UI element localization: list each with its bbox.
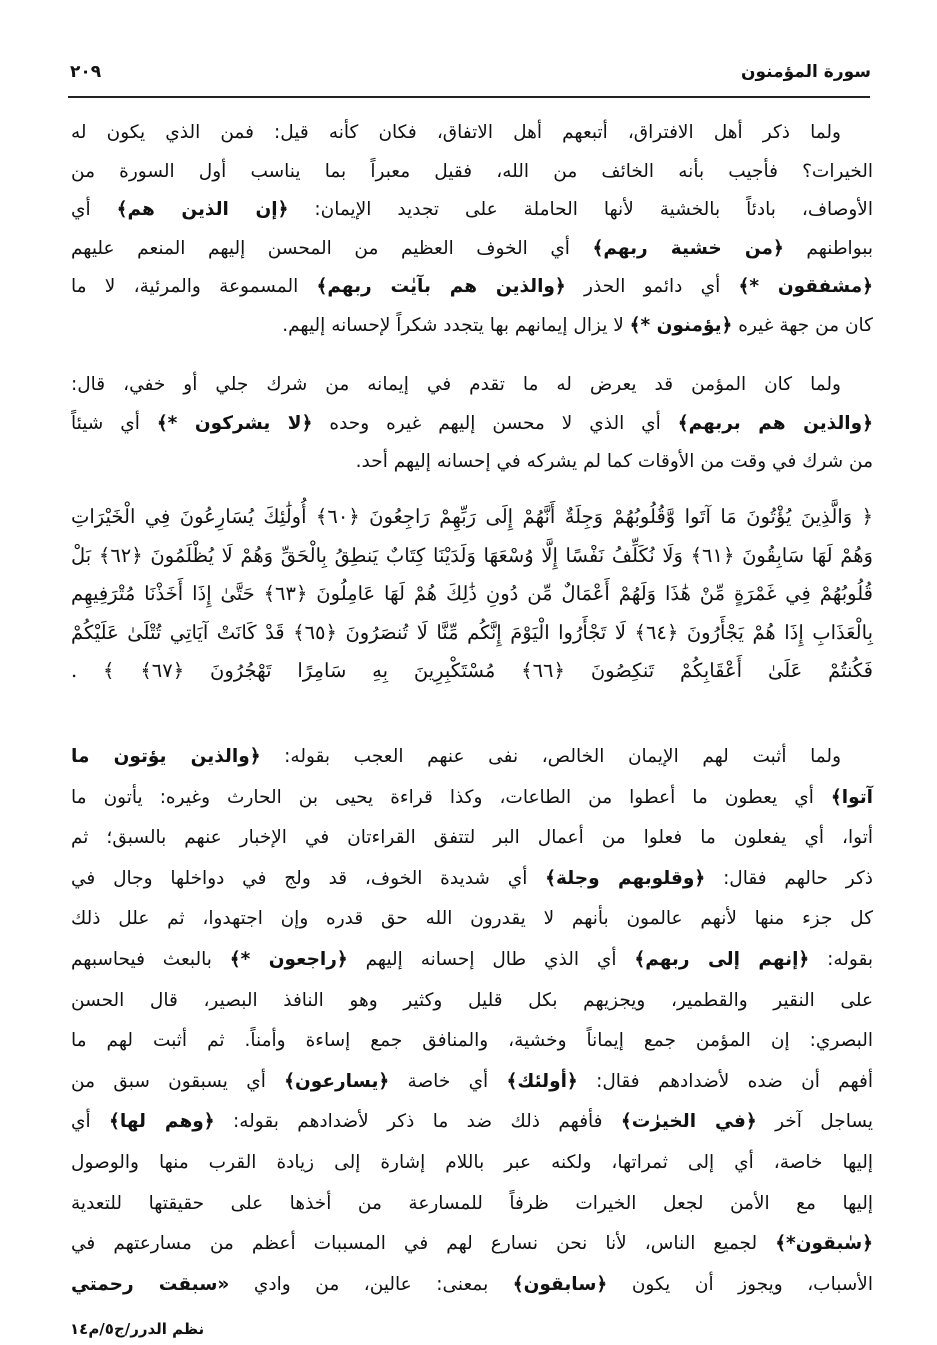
quoted-verse-phrase: ﴿سابقون﴾ [512,1273,608,1295]
quran-line [71,498,873,537]
quoted-verse-phrase: ﴿راجعون *﴾ [229,948,348,970]
quoted-verse-phrase: ﴿والذين يؤتون ما [71,746,261,767]
text-line [71,778,873,819]
text-line [71,1062,873,1103]
text-segment: الخيرات؟ فأجيب بأنه الخائف من الله، فقيل معبراً بما يناسب أول السورة من [71,160,873,182]
text-segment: أي الذي طال إحسانه إليهم [347,948,635,970]
quran-line [71,652,873,691]
text-segment: قُلُوبُهُمْ فِي غَمْرَةٍ مِّنْ هَٰذَا وَلَهُمْ أَعْمَالٌ مِّن دُونِ ذَٰلِكَ هُمْ لَهَا عَامِلُونَ ﴿٦٣﴾ حَتَّىٰ إِذَا أَخَذْنَا مُتْرَفِيهِم [71,582,873,606]
text-segment: أي شديدة الخوف، قد ولج في دواخلها وجال في [71,867,546,889]
text-line [71,1021,873,1062]
page-number: ٢٠٩ [70,62,102,82]
quoted-verse-phrase: آتوا﴾ [830,786,873,808]
quran-line [71,537,873,576]
text-segment: أي يسبقون سبق من [71,1070,285,1092]
text-segment: ذكر حالهم فقال: [705,867,874,889]
text-segment: ببواطنهم [783,237,873,259]
quoted-verse-phrase: ﴿والذين هم بربهم﴾ [677,412,873,434]
quran-verses-block [71,498,873,691]
text-segment: ولما ذكر أهل الافتراق، أتبعهم أهل الاتفاق، فكان كأنه قيل: فمن الذي يكون له [71,122,841,143]
text-line [71,153,873,192]
quoted-verse-phrase: ﴿مشفقون *﴾ [738,276,873,297]
quran-line [71,575,873,614]
text-segment: على النقير والقطمير، ويجزيهم بكل قليل وكثير وهو النافذ البصير، قال الحسن [71,989,873,1011]
text-segment: أي دائمو الحذر [565,276,739,297]
text-segment: لجميع الناس، لأنا نحن نسارع لهم في المسببات أعظم من مسارعتهم في [71,1233,776,1255]
text-segment: أي يعطون ما أعطوا من الطاعات، وكذا قراءة يحيى بن الحارث وغيره: يأتون ما [71,786,831,808]
text-segment: فَكُنتُمْ عَلَىٰ أَعْقَابِكُمْ تَنكِصُونَ ﴿٦٦﴾ مُسْتَكْبِرِينَ بِهِ سَامِرًا تَهْجُرُونَ ﴿٦٧﴾ ﴾ . [71,659,873,683]
text-line [71,899,873,940]
text-line [71,268,873,307]
text-segment: ولما أثبت لهم الإيمان الخالص، نفى عنهم العجب بقوله: [260,746,841,767]
text-segment: الأوصاف، بادئاً بالخشية لأنها الحاملة على تجديد الإيمان: [288,199,873,220]
text-segment: إليها خاصة، أي إلى ثمراتها، ولكنه عبر باللام إشارة إلى زيادة القرب منها والوصول [71,1151,873,1173]
text-segment: المسموعة والمرئية، لا ما [71,276,317,297]
text-segment: بمعنى: عالين، من وادي [229,1273,513,1295]
text-segment: بِالْعَذَابِ إِذَا هُمْ يَجْأَرُونَ ﴿٦٤﴾ لَا تَجْأَرُوا الْيَوْمَ إِنَّكُم مِّنَّا لَا تُنصَرُونَ ﴿٦٥﴾ قَدْ كَانَتْ آيَاتِي تُتْلَىٰ عَلَيْكُمْ [71,620,873,644]
header-rule [68,96,870,98]
quran-line [71,614,873,653]
commentary-paragraph-1 [71,114,873,345]
text-segment: من شرك في وقت من الأوقات كما لم يشركه في إحسانه إليهم أحد. [355,451,873,472]
text-line [71,443,873,482]
quoted-verse-phrase: ﴿في الخيرٰت﴾ [620,1111,757,1133]
running-head-surah-title: سورة المؤمنون [740,62,871,82]
text-segment: يساجل آخر [756,1111,873,1133]
text-line [71,191,873,230]
text-segment: أي الذي لا محسن إليهم غيره وحده [312,412,678,434]
text-line [71,981,873,1022]
text-line [71,307,873,346]
quoted-verse-phrase: ﴿سٰبقون*﴾ [775,1233,873,1255]
quoted-verse-phrase: ﴿من خشية ربهم﴾ [592,237,784,259]
text-segment: أفهم أن ضده لأضدادهم فقال: [577,1070,873,1092]
commentary-paragraph-2 [71,366,873,482]
text-segment: ﴿ وَالَّذِينَ يُؤْتُونَ مَا آتَوا وَّقُلُوبُهُمْ وَجِلَةٌ أَنَّهُمْ إِلَى رَبِّهِمْ رَاجِعُونَ ﴿٦٠﴾ أُولَٰئِكَ يُسَارِعُونَ فِي الْخَيْرَاتِ [71,505,874,528]
text-line [71,1184,873,1225]
text-segment: كان من جهة غيره [732,314,873,336]
text-segment: أي شيئاً [71,412,157,434]
text-segment: أي خاصة [389,1070,507,1092]
text-segment: فأفهم ذلك ضد ما ذكر لأضدادهم بقوله: [214,1111,621,1133]
text-segment: بقوله: [809,948,873,970]
text-segment: أتوا، أي يفعلون ما فعلوا من أعمال البر لتتفق القراءتان في الإخبار عنهم بالسبق؛ ثم [71,827,873,849]
text-line [71,366,873,405]
text-segment: بالبعث فيحاسبهم [71,948,230,970]
text-line [71,1102,873,1143]
text-segment: الأسباب، ويجوز أن يكون [607,1273,873,1295]
quoted-verse-phrase: ﴿أولئك﴾ [506,1070,578,1092]
quoted-verse-phrase: ﴿والذين هم بآيٰت ربهم﴾ [316,276,566,297]
quoted-verse-phrase: ﴿لا يشركون *﴾ [156,412,313,434]
text-line [71,1224,873,1265]
text-line [71,859,873,900]
quoted-verse-phrase: ﴿إنهم إلى ربهم﴾ [634,948,810,970]
quoted-verse-phrase: ﴿وهم لها﴾ [109,1111,215,1133]
text-line [71,818,873,859]
text-segment: البصري: إن المؤمن جمع إيماناً وخشية، والمنافق جمع إساءة وأمناً. ثم أثبت لهم ما [71,1030,873,1052]
text-segment: ولما كان المؤمن قد يعرض له ما تقدم في إيمانه من شرك جلي أو خفي، قال: [71,374,841,395]
text-line [71,737,873,778]
text-line [71,1143,873,1184]
quoted-verse-phrase: ﴿إن الذين هم﴾ [116,199,289,220]
text-segment: إليها مع الأمن لجعل الخيرات ظرفاً للمسارعة من أخذها على حقيقتها للتعدية [71,1192,873,1214]
footer-signature: نظم الدرر/ج٥/م١٤ [70,1320,205,1338]
quoted-verse-phrase: ﴿يؤمنون *﴾ [629,314,733,336]
text-line [71,1265,873,1306]
quoted-verse-phrase: «سبقت رحمتي [71,1273,230,1295]
text-segment: أي [71,1111,110,1133]
text-segment: أي الخوف العظيم من المحسن إليهم المنعم عليهم [71,237,593,259]
text-line [71,230,873,269]
quoted-verse-phrase: ﴿وقلوبهم وجلة﴾ [545,867,706,889]
commentary-paragraph-3 [71,737,873,1305]
text-segment: لا يزال إيمانهم بها يتجدد شكراً لإحسانه إليهم. [282,314,630,336]
text-segment: أي [71,199,117,220]
text-segment: كل جزء منها لأنهم عالمون بأنهم لا يقدرون الله حق قدره وإن اجتهدوا، ثم علل ذلك [71,908,873,930]
text-segment: وَهُمْ لَهَا سَابِقُونَ ﴿٦١﴾ وَلَا نُكَلِّفُ نَفْسًا إِلَّا وُسْعَهَا وَلَدَيْنَا كِتَابٌ يَنطِقُ بِالْحَقِّ وَهُمْ لَا يُظْلَمُونَ ﴿٦٢﴾ بَلْ [71,543,873,567]
text-line [71,405,873,444]
text-line [71,114,873,153]
quoted-verse-phrase: ﴿يسارعون﴾ [284,1070,390,1092]
text-line [71,940,873,981]
